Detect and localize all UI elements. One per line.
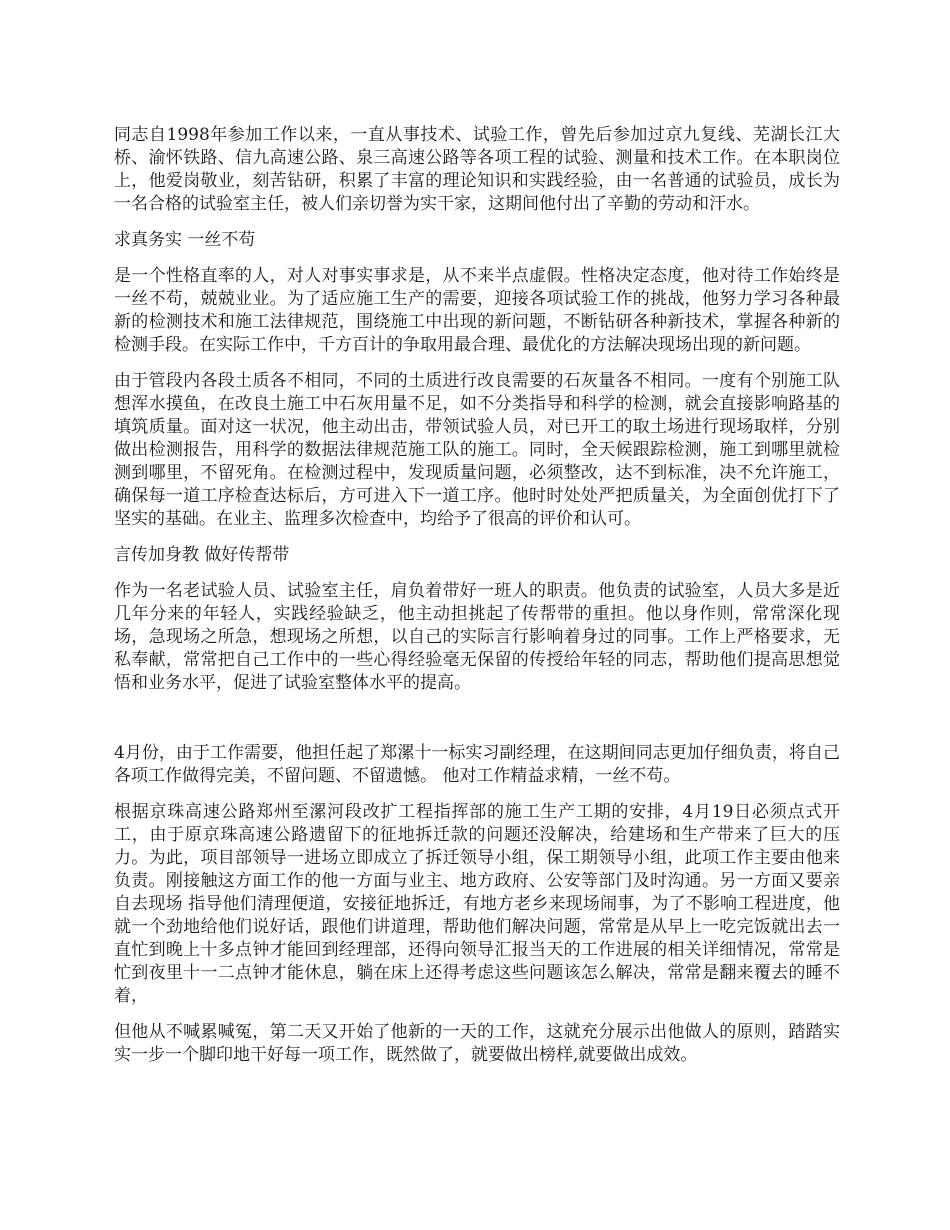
section-heading-2: 言传加身教 做好传帮带 <box>114 545 290 565</box>
paragraph-closing: 但他从不喊累喊冤，第二天又开始了他新的一天的工作，这就充分展示出他做人的原则，踏踏实实一步一个脚印地干好每一项工作，既然做了，就要做出榜样,就要做出成效。 <box>114 1022 840 1065</box>
document-body <box>114 124 840 1080</box>
paragraph-april: 4月份，由于工作需要，他担任起了郑漯十一标实习副经理，在这期间同志更加仔细负责，将自己各项工作做得完美，不留问题、不留遗憾。 他对工作精益求精，一丝不苟。 <box>114 743 840 786</box>
section-heading-1: 求真务实 一丝不苟 <box>114 230 256 250</box>
paragraph-schedule: 根据京珠高速公路郑州至漯河段改扩工程指挥部的施工生产工期的安排，4月19日必须点式开工，由于原京珠高速公路遗留下的征地拆迁款的问题还没解决，给建场和生产带来了巨大的压力。为此，项目部领导一进场立即成立了拆迁领导小组，保工期领导小组，此项工作主要由他来负责。刚接触这方面工作的他一方面与业主、地方政府、公安等部门及时沟通。另一方面又要亲自去现场 指导他们清理便道，安接征地拆迁，有地方老乡来现场闹事，为了不影响工程进度，他就一个劲地给他们说好话，跟他们讲道理，帮助他们解决问题，常常是从早上一吃完饭就出去一直忙到晚上十多点钟才能回到经理部，还得向领导汇报当天的工作进展的相关详细情况，常常是忙到夜里十一二点钟才能休息，躺在床上还得考虑这些问题该怎么解决，常常是翻来覆去的睡不着， <box>114 802 840 1006</box>
section-gap <box>114 708 840 742</box>
paragraph-character: 是一个性格直率的人，对人对事实事求是，从不来半点虚假。性格决定态度，他对待工作始终是一丝不苟，兢兢业业。为了适应施工生产的需要，迎接各项试验工作的挑战，他努力学习各种最新的检测技术和施工法律规范，围绕施工中出现的新问题，不断钻研各种新技术，掌握各种新的检测手段。在实际工作中，千方百计的争取用最合理、最优化的方法解决现场出现的新问题。 <box>114 266 840 355</box>
paragraph-intro: 同志自1998年参加工作以来，一直从事技术、试验工作，曾先后参加过京九复线、芜湖长江大桥、渝怀铁路、信九高速公路、泉三高速公路等各项工程的试验、测量和技术工作。在本职岗位上，他爱岗敬业，刻苦钻研，积累了丰富的理论知识和实践经验，由一名普通的试验员，成长为一名合格的试验室主任，被人们亲切誉为实干家，这期间他付出了辛勤的劳动和汗水。 <box>114 125 840 214</box>
paragraph-quality: 由于管段内各段土质各不相同，不同的土质进行改良需要的石灰量各不相同。一度有个别施工队想浑水摸鱼，在改良土施工中石灰用量不足，如不分类指导和科学的检测，就会直接影响路基的填筑质量。面对这一状况，他主动出击，带领试验人员，对已开工的取土场进行现场取样，分别做出检测报告，用科学的数据法律规范施工队的施工。同时，全天候跟踪检测，施工到哪里就检测到哪里，不留死角。在检测过程中，发现质量问题，必须整改，达不到标准，决不允许施工，确保每一道工序检查达标后，方可进入下一道工序。他时时处处严把质量关，为全面创优打下了坚实的基础。在业主、监理多次检查中，均给予了很高的评价和认可。 <box>114 371 840 529</box>
paragraph-mentoring: 作为一名老试验人员、试验室主任，肩负着带好一班人的职责。他负责的试验室，人员大多是近几年分来的年轻人，实践经验缺乏，他主动担挑起了传帮带的重担。他以身作则，常常深化现场，急现场之所急，想现场之所想，以自己的实际言行影响着身过的同事。工作上严格要求，无私奉献，常常把自己工作中的一些心得经验毫无保留的传授给年轻的同志，帮助他们提高思想觉悟和业务水平，促进了试验室整体水平的提高。 <box>114 581 840 693</box>
